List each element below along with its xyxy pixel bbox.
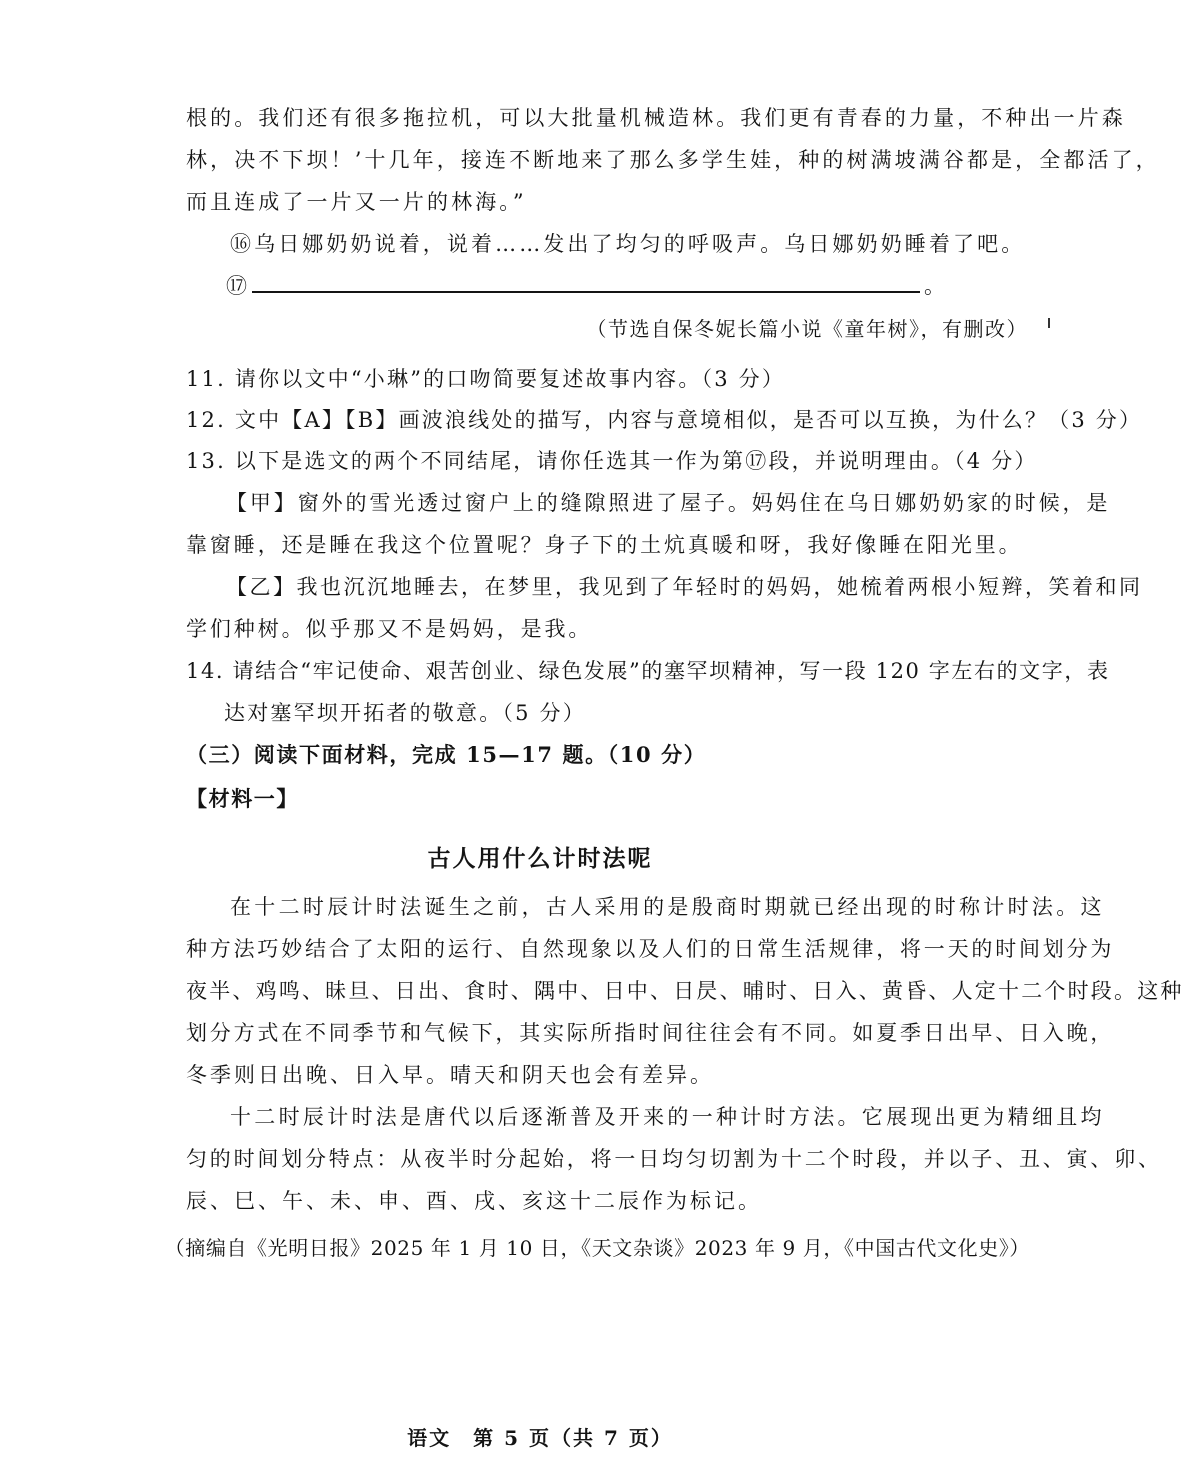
article-para-1-line-5: 冬季则日出晚、日入早。晴天和阴天也会有差异。 [186, 1063, 714, 1087]
story-paragraph-16: ⑯乌日娜奶奶说着，说着……发出了均匀的呼吸声。乌日娜奶奶睡着了吧。 [230, 232, 1026, 256]
ending-jia-line-1: 【甲】窗外的雪光透过窗户上的缝隙照进了屋子。妈妈住在乌日娜奶奶家的时候，是 [226, 491, 1111, 515]
answer-blank-line[interactable] [252, 291, 920, 293]
article-para-2-line-1: 十二时辰计时法是唐代以后逐渐普及开来的一种计时方法。它展现出更为精细且均 [230, 1105, 1105, 1129]
question-14-line-2: 达对塞罕坝开拓者的敬意。（5 分） [224, 701, 586, 725]
article-para-1-line-3: 夜半、鸡鸣、昧旦、日出、食时、隅中、日中、日昃、晡时、日入、黄昏、人定十二个时段。这种 [186, 979, 1184, 1003]
article-para-1-line-4: 划分方式在不同季节和气候下，其实际所指时间往往会有不同。如夏季日出早、日入晚， [186, 1021, 1115, 1045]
ending-yi-line-2: 学们种树。似乎那又不是妈妈，是我。 [186, 617, 593, 641]
question-11: 11. 请你以文中“小琳”的口吻简要复述故事内容。（3 分） [186, 367, 786, 391]
page-footer: 语文 第 5 页（共 7 页） [407, 1426, 673, 1450]
material-1-label: 【材料一】 [186, 786, 299, 811]
story-paragraph-17-marker: ⑰ [226, 274, 251, 298]
story-source-citation: （节选自保冬妮长篇小说《童年树》，有删改） [586, 317, 1028, 341]
ending-yi-line-1: 【乙】我也沉沉地睡去，在梦里，我见到了年轻时的妈妈，她梳着两根小短辫，笑着和同 [226, 575, 1143, 599]
article-source-citation: （摘编自《光明日报》2025 年 1 月 10 日，《天文杂谈》2023 年 9 月，《中国古代文化史》） [164, 1236, 1030, 1260]
question-14-line-1: 14. 请结合“牢记使命、艰苦创业、绿色发展”的塞罕坝精神，写一段 120 字左右的文字，表 [186, 659, 1110, 683]
story-paragraph-17-end: 。 [924, 274, 949, 298]
article-para-1-line-2: 种方法巧妙结合了太阳的运行、自然现象以及人们的日常生活规律，将一天的时间划分为 [186, 937, 1115, 961]
article-para-2-line-3: 辰、巳、午、未、申、酉、戌、亥这十二辰作为标记。 [186, 1189, 762, 1213]
question-13: 13. 以下是选文的两个不同结尾，请你任选其一作为第⑰段，并说明理由。（4 分） [186, 449, 1038, 473]
scan-mark [1048, 318, 1050, 328]
article-title: 古人用什么计时法呢 [427, 846, 653, 872]
ending-jia-line-2: 靠窗睡，还是睡在我这个位置呢？身子下的土炕真暖和呀，我好像睡在阳光里。 [186, 533, 1023, 557]
article-para-1-line-1: 在十二时辰计时法诞生之前，古人采用的是殷商时期就已经出现的时称计时法。这 [230, 895, 1105, 919]
question-12: 12. 文中【A】【B】画波浪线处的描写，内容与意境相似，是否可以互换，为什么？（3 分） [186, 408, 1143, 432]
section-3-heading: （三）阅读下面材料，完成 15—17 题。（10 分） [186, 742, 707, 767]
story-paragraph-15-line-3: 而且连成了一片又一片的林海。” [186, 190, 527, 214]
story-paragraph-15-line-1: 根的。我们还有很多拖拉机，可以大批量机械造林。我们更有青春的力量，不种出一片森 [186, 106, 1126, 130]
article-para-2-line-2: 匀的时间划分特点：从夜半时分起始，将一日均匀切割为十二个时段，并以子、丑、寅、卯、 [186, 1147, 1162, 1171]
story-paragraph-15-line-2: 林，决不下坝！’十几年，接连不断地来了那么多学生娃，种的树满坡满谷都是，全都活了， [186, 148, 1160, 172]
